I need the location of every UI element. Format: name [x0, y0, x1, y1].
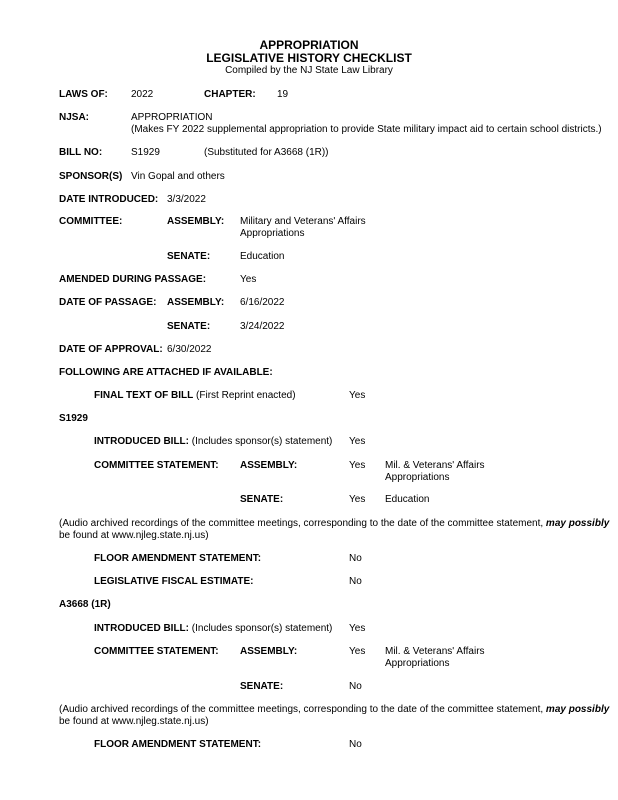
approval-value: 6/30/2022 — [167, 344, 212, 355]
a3668-audio-text: (Audio archived recordings of the committee meetings, corresponding to the date of the committee statement, — [59, 704, 546, 715]
a3668-audio-note-line2: be found at www.njleg.state.nj.us) — [59, 716, 209, 727]
laws-of-value: 2022 — [131, 89, 154, 100]
a3668-assembly-comm1: Mil. & Veterans' Affairs — [385, 646, 485, 657]
committee-assembly-label: ASSEMBLY: — [167, 216, 225, 227]
s1929-assembly-comm1: Mil. & Veterans' Affairs — [385, 460, 485, 471]
doc-title-line1: APPROPRIATION — [259, 38, 359, 52]
doc-compiled-by: Compiled by the NJ State Law Library — [225, 65, 393, 76]
a3668-assembly-comm2: Appropriations — [385, 658, 450, 669]
bill-no-note: (Substituted for A3668 (1R)) — [204, 147, 329, 158]
bill-no-value: S1929 — [131, 147, 160, 158]
a3668-heading: A3668 (1R) — [59, 599, 111, 610]
doc-title-line2: LEGISLATIVE HISTORY CHECKLIST — [206, 51, 412, 65]
s1929-introduced-value: Yes — [349, 436, 366, 447]
s1929-audio-note-line2: be found at www.njleg.state.nj.us) — [59, 530, 209, 541]
date-introduced-label: DATE INTRODUCED: — [59, 194, 159, 205]
s1929-heading: S1929 — [59, 413, 88, 424]
a3668-audio-emphasis: may possibly — [545, 704, 610, 715]
amended-value: Yes — [240, 274, 257, 285]
final-text-value: Yes — [349, 390, 366, 401]
sponsor-label: SPONSOR(S) — [59, 171, 123, 182]
s1929-introduced-label: INTRODUCED BILL: — [94, 436, 189, 447]
s1929-floor-value: No — [349, 553, 362, 564]
sponsor-value: Vin Gopal and others — [131, 171, 225, 182]
a3668-senate-label: SENATE: — [240, 681, 284, 692]
amended-label: AMENDED DURING PASSAGE: — [59, 274, 207, 285]
final-text-row — [94, 390, 296, 402]
a3668-introduced-label: INTRODUCED BILL: — [94, 623, 189, 634]
committee-senate-value: Education — [240, 251, 285, 262]
a3668-audio-note-line1 — [59, 704, 609, 716]
njsa-label: NJSA: — [59, 112, 90, 123]
passage-senate-label: SENATE: — [167, 321, 211, 332]
s1929-floor-label: FLOOR AMENDMENT STATEMENT: — [94, 553, 262, 564]
a3668-floor-label: FLOOR AMENDMENT STATEMENT: — [94, 739, 262, 750]
s1929-audio-note-line1 — [59, 518, 609, 530]
njsa-description: (Makes FY 2022 supplemental appropriation to provide State military impact aid to certain school districts.) — [131, 124, 602, 135]
s1929-senate-label: SENATE: — [240, 494, 284, 505]
chapter-label: CHAPTER: — [204, 89, 256, 100]
chapter-value: 19 — [277, 89, 289, 100]
njsa-value: APPROPRIATION — [131, 112, 213, 123]
committee-senate-label: SENATE: — [167, 251, 211, 262]
a3668-introduced-value: Yes — [349, 623, 366, 634]
a3668-assembly-value: Yes — [349, 646, 366, 657]
s1929-introduced-row — [94, 436, 332, 448]
approval-label: DATE OF APPROVAL: — [59, 344, 163, 355]
final-text-note: (First Reprint enacted) — [196, 390, 296, 401]
s1929-introduced-note: (Includes sponsor(s) statement) — [191, 436, 333, 447]
s1929-senate-comm: Education — [385, 494, 430, 505]
committee-assembly-line2: Appropriations — [240, 228, 305, 239]
s1929-senate-value: Yes — [349, 494, 366, 505]
bill-no-label: BILL NO: — [59, 147, 103, 158]
a3668-senate-value: No — [349, 681, 362, 692]
passage-label: DATE OF PASSAGE: — [59, 297, 157, 308]
s1929-fiscal-label: LEGISLATIVE FISCAL ESTIMATE: — [94, 576, 254, 587]
committee-assembly-line1: Military and Veterans' Affairs — [240, 216, 366, 227]
passage-assembly-value: 6/16/2022 — [240, 297, 285, 308]
a3668-introduced-note: (Includes sponsor(s) statement) — [191, 623, 333, 634]
a3668-floor-value: No — [349, 739, 362, 750]
s1929-assembly-comm2: Appropriations — [385, 472, 450, 483]
committee-label: COMMITTEE: — [59, 216, 123, 227]
a3668-assembly-label: ASSEMBLY: — [240, 646, 298, 657]
s1929-assembly-label: ASSEMBLY: — [240, 460, 298, 471]
s1929-assembly-value: Yes — [349, 460, 366, 471]
s1929-fiscal-value: No — [349, 576, 362, 587]
s1929-audio-emphasis: may possibly — [545, 518, 610, 529]
passage-assembly-label: ASSEMBLY: — [167, 297, 225, 308]
a3668-introduced-row — [94, 623, 332, 635]
s1929-audio-text: (Audio archived recordings of the committee meetings, corresponding to the date of the committee statement, — [59, 518, 546, 529]
s1929-committee-label: COMMITTEE STATEMENT: — [94, 460, 219, 471]
following-heading: FOLLOWING ARE ATTACHED IF AVAILABLE: — [59, 367, 273, 378]
final-text-label: FINAL TEXT OF BILL — [94, 390, 194, 401]
laws-of-label: LAWS OF: — [59, 89, 108, 100]
a3668-committee-label: COMMITTEE STATEMENT: — [94, 646, 219, 657]
passage-senate-value: 3/24/2022 — [240, 321, 285, 332]
date-introduced-value: 3/3/2022 — [167, 194, 206, 205]
